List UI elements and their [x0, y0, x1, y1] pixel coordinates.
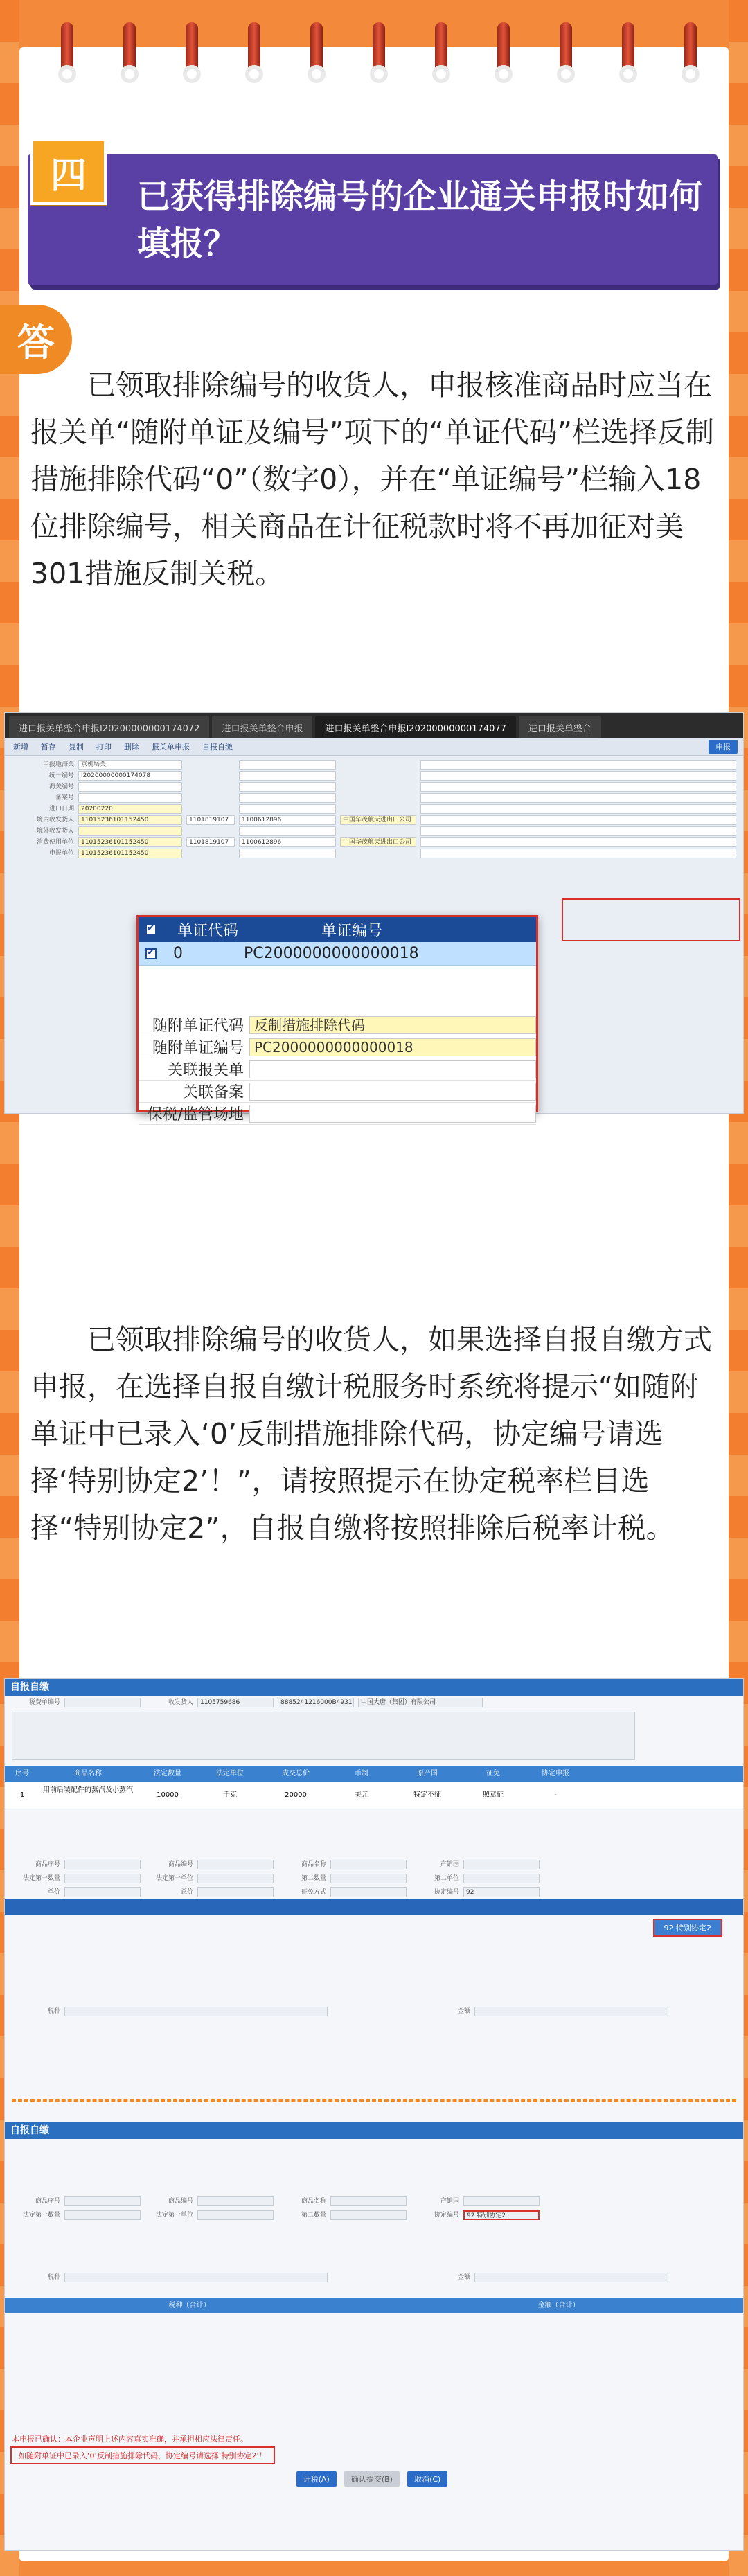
col-header: 币制 — [355, 1770, 368, 1777]
col-header: 商品名称 — [74, 1770, 102, 1777]
field-label — [186, 782, 235, 792]
spacer — [5, 1809, 743, 1858]
cell: - — [554, 1791, 557, 1799]
blank-field[interactable] — [197, 1874, 274, 1883]
tab-declaration-2[interactable]: 进口报关单整合申报 — [212, 716, 312, 738]
company-name-field[interactable]: 中国大唐（集团）有限公司 — [358, 1698, 483, 1707]
field-label: 税种 — [47, 2274, 60, 2281]
field-label: 第二单位 — [434, 1875, 459, 1882]
blank-field[interactable] — [239, 804, 336, 814]
tax-total-header: 税种（合计） — [168, 2302, 211, 2309]
field-label — [186, 826, 235, 836]
company-field[interactable]: 中国华茂航天进出口公司 — [340, 837, 416, 847]
blank-field[interactable] — [64, 2210, 141, 2220]
confirm-submit-button[interactable]: 确认提交(B) — [344, 2471, 400, 2487]
code-field[interactable]: 1100612896 — [239, 815, 336, 825]
code-field[interactable]: 1101819107 — [186, 837, 235, 847]
doc-no-label: 随附单证编号 — [152, 1040, 244, 1057]
cell: 20000 — [285, 1791, 307, 1799]
self-pay-button[interactable]: 自报自缴 — [202, 742, 233, 752]
doc-no-input[interactable]: PC2000000000000018 — [249, 1038, 536, 1056]
field-label: 单价 — [47, 1889, 60, 1896]
blank-field[interactable] — [420, 782, 736, 792]
doc-no-header: 单证编号 — [321, 922, 383, 940]
field-label: 申报地海关 — [42, 761, 74, 768]
popup-header — [139, 917, 536, 942]
doc-row[interactable] — [139, 942, 536, 966]
agreement-option[interactable]: 92 特别协定2 — [653, 1919, 723, 1937]
section-number: 四 — [30, 139, 107, 205]
blank-field[interactable] — [420, 793, 736, 803]
self-pay-title-2: 自报自缴 — [5, 2122, 743, 2139]
footer-buttons — [5, 2464, 743, 2494]
field-label: 商品名称 — [301, 1861, 326, 1868]
blank-field[interactable] — [330, 1874, 407, 1883]
supporting-docs-popup — [136, 915, 538, 1123]
blank-field[interactable] — [197, 1860, 274, 1869]
highlight-box — [562, 898, 740, 941]
goods-detail-row-2 — [5, 1872, 743, 1885]
blank-field[interactable] — [197, 1887, 274, 1897]
import-date-field[interactable]: 20200220 — [78, 804, 182, 814]
related-record-label: 关联备案 — [182, 1084, 244, 1101]
col-header: 法定单位 — [216, 1770, 244, 1777]
field-label: 第二数量 — [301, 1875, 326, 1882]
new-button[interactable]: 新增 — [13, 742, 28, 752]
field-label: 产销国 — [440, 2198, 459, 2205]
doc-code: 0 — [173, 945, 183, 962]
col-header: 序号 — [15, 1770, 29, 1777]
field-label — [186, 771, 235, 781]
field-label: 境内收发货人 — [36, 817, 74, 824]
paragraph-1: 已领取排除编号的收货人，申报核准商品时应当在报关单“随附单证及编号”项下的“单证代码”栏选择反制措施排除代码“0”（数字0），并在“单证编号”栏输入18位排除编号，相关商品在计征税款时将不再加征对美301措施反制关税。 — [30, 368, 714, 590]
field-label: 征免方式 — [301, 1889, 326, 1896]
answer-badge: 答 — [0, 305, 72, 374]
doc-no: PC2000000000000018 — [244, 945, 419, 962]
cell: 1 — [19, 1791, 25, 1799]
field-label — [340, 826, 416, 836]
cell: 用前后装配件的蒸汽及小蒸汽 — [43, 1786, 133, 1794]
blank-field[interactable] — [420, 815, 736, 825]
blank-field[interactable] — [330, 1887, 407, 1897]
field-label — [186, 793, 235, 803]
paragraph-2: 已领取排除编号的收货人，如果选择自报自缴方式申报，在选择自报自缴计税服务时系统将提示“如随附单证中已录入‘0’反制措施排除代码，协定编号请选择‘特别协定2’！”，请按照提示在协定税率栏目选择“特别协定2”，自报自缴将按照排除后税率计税。 — [30, 1323, 712, 1545]
section-title: 已获得排除编号的企业通关申报时如何填报？ — [137, 177, 703, 263]
bonded-site-row — [139, 1103, 536, 1125]
binder-rings — [19, 14, 729, 90]
field-label: 消费使用单位 — [36, 839, 74, 846]
col-header: 征免 — [486, 1770, 500, 1777]
blank-field[interactable] — [239, 782, 336, 792]
tax-input[interactable] — [64, 2007, 328, 2016]
field-label: 申报单位 — [48, 850, 74, 857]
field-label: 法定第一单位 — [155, 1875, 193, 1882]
col-header: 成交总价 — [282, 1770, 310, 1777]
field-label: 进口日期 — [48, 806, 74, 812]
blank-field[interactable] — [64, 1874, 141, 1883]
field-label — [340, 793, 416, 803]
cell: 特定不征 — [413, 1791, 441, 1799]
field-label — [340, 760, 416, 770]
field-label: 法定第一数量 — [22, 2212, 60, 2219]
field-label: 商品序号 — [35, 2198, 60, 2205]
tax-row-2 — [5, 2271, 743, 2284]
totals-header — [5, 2298, 743, 2313]
consignee-code-field[interactable]: 1105759686 — [197, 1698, 274, 1707]
blank-field[interactable] — [64, 2196, 141, 2206]
blank-field[interactable] — [64, 1698, 141, 1707]
blank-field[interactable] — [420, 804, 736, 814]
blank-field[interactable] — [420, 837, 736, 847]
field-label: 金额 — [457, 2274, 470, 2281]
field-label — [340, 849, 416, 858]
consumer-field[interactable]: 11015236101152450 — [78, 837, 182, 847]
amount-input[interactable] — [474, 2273, 668, 2282]
customs-no-field[interactable] — [78, 782, 182, 792]
delete-button[interactable]: 删除 — [124, 742, 139, 752]
cell: 照章征 — [483, 1791, 504, 1799]
self-pay-title: 自报自缴 — [5, 1679, 743, 1696]
consignee-field[interactable]: 11015236101152450 — [78, 815, 182, 825]
tax-header-row — [5, 1696, 743, 1709]
doc-code-label: 随附单证代码 — [152, 1018, 244, 1035]
field-label — [340, 804, 416, 814]
declaration-note: 本申报已确认：本企业声明上述内容真实准确，并承担相应法律责任。 — [12, 2435, 248, 2444]
blank-field[interactable] — [197, 2210, 274, 2220]
doc-code-row — [139, 1014, 536, 1036]
code-field[interactable]: 1100612896 — [239, 837, 336, 847]
field-label — [186, 849, 235, 858]
blank-field[interactable] — [463, 1860, 540, 1869]
blank-field[interactable] — [239, 849, 336, 858]
related-declaration-row — [139, 1058, 536, 1081]
copy-button[interactable]: 复制 — [69, 742, 84, 752]
blank-field[interactable] — [463, 2196, 540, 2206]
field-label — [340, 782, 416, 792]
cell: 美元 — [355, 1791, 368, 1799]
select-all-checkbox[interactable] — [145, 924, 157, 935]
field-label: 统一编号 — [48, 772, 74, 779]
blank-field[interactable] — [64, 1887, 141, 1897]
tab-declaration-1[interactable]: 进口报关单整合申报I20200000000174072 — [9, 716, 209, 738]
field-label: 备案号 — [55, 794, 74, 801]
related-record-row — [139, 1081, 536, 1103]
field-label: 商品编号 — [168, 2198, 193, 2205]
field-label: 税种 — [47, 2008, 60, 2015]
blank-field[interactable] — [420, 826, 736, 836]
popup-spacer — [139, 966, 536, 1014]
col-header: 原产国 — [417, 1770, 438, 1777]
dashed-divider — [12, 2018, 736, 2102]
goods-detail-row-3 — [5, 1885, 743, 1899]
field-label — [186, 804, 235, 814]
field-label: 境外收发货人 — [36, 828, 74, 835]
cancel-button[interactable]: 取消(C) — [407, 2471, 447, 2487]
field-label: 商品名称 — [301, 2198, 326, 2205]
tax-row — [5, 2005, 743, 2018]
field-label: 金额 — [457, 2008, 470, 2015]
blank-field[interactable] — [239, 771, 336, 781]
field-label — [340, 771, 416, 781]
record-no-field[interactable] — [78, 793, 182, 803]
agreement-dropdown-area — [5, 1915, 743, 1942]
agreement-selected[interactable]: 92 特别协定2 — [463, 2210, 540, 2220]
row-checkbox[interactable] — [145, 948, 157, 959]
agreement-label: 协定编号 — [434, 2212, 459, 2219]
amount-input[interactable] — [474, 2007, 668, 2016]
field-label: 总价 — [180, 1889, 193, 1896]
blank-field[interactable] — [64, 1860, 141, 1869]
goods-table-header — [5, 1766, 743, 1782]
overseas-field[interactable] — [78, 826, 182, 836]
tax-header-row-2 — [5, 1709, 743, 1762]
col-header: 法定数量 — [154, 1770, 181, 1777]
blank-field[interactable] — [463, 1874, 540, 1883]
spacer — [5, 2313, 743, 2431]
blank-field[interactable] — [420, 771, 736, 781]
blank-field[interactable] — [330, 2196, 407, 2206]
cell: 千克 — [223, 1791, 237, 1799]
blank-field[interactable] — [330, 1860, 407, 1869]
field-label: 海关编号 — [48, 783, 74, 790]
print-button[interactable]: 打印 — [96, 742, 112, 752]
self-pay-screenshot — [4, 1678, 744, 2551]
code-field[interactable]: 1101819107 — [186, 815, 235, 825]
declaration-toolbar — [5, 738, 743, 756]
window-tabs — [5, 713, 743, 738]
doc-no-row — [139, 1036, 536, 1058]
field-label: 产销国 — [440, 1861, 459, 1868]
cell: 10000 — [157, 1791, 179, 1799]
field-label: 税费单编号 — [28, 1699, 60, 1706]
related-record-input[interactable] — [249, 1083, 536, 1101]
amount-total-header: 金额（合计） — [537, 2302, 580, 2309]
goods-detail-row-5 — [5, 2208, 743, 2222]
blank-field[interactable] — [239, 793, 336, 803]
doc-code-header: 单证代码 — [177, 922, 239, 940]
header-fields-block — [12, 1712, 635, 1760]
field-label: 法定第一单位 — [155, 2212, 193, 2219]
bonded-site-label: 保税/监管场地 — [147, 1106, 244, 1123]
field-label: 商品序号 — [35, 1861, 60, 1868]
declaration-form — [5, 756, 743, 862]
declarant-field[interactable]: 11015236101152450 — [78, 849, 182, 858]
blank-field[interactable] — [239, 826, 336, 836]
tax-strip — [5, 1899, 743, 1915]
field-label: 法定第一数量 — [22, 1875, 60, 1882]
calc-tax-button[interactable]: 计税(A) — [296, 2471, 337, 2487]
declare-button[interactable]: 报关单申报 — [152, 742, 190, 752]
credit-code-field[interactable]: 8885241216000B4931 — [278, 1698, 354, 1707]
col-header: 协定申报 — [542, 1770, 569, 1777]
field-label: 第二数量 — [301, 2212, 326, 2219]
related-declaration-label: 关联报关单 — [167, 1062, 244, 1079]
tab-declaration-3[interactable]: 进口报关单整合申报I20200000000174077 — [315, 716, 515, 738]
agreement-label: 协定编号 — [434, 1889, 459, 1896]
field-label — [186, 760, 235, 770]
declaration-screenshot — [4, 712, 744, 1123]
field-label: 收发货人 — [168, 1699, 193, 1706]
save-draft-button[interactable]: 暂存 — [41, 742, 56, 752]
bonded-site-input[interactable] — [249, 1105, 536, 1123]
blank-field[interactable] — [420, 849, 736, 858]
blank-field[interactable] — [197, 2196, 274, 2206]
tab-declaration-4[interactable]: 进口报关单整合 — [519, 716, 601, 738]
tax-input[interactable] — [64, 2273, 328, 2282]
unified-no-field[interactable]: I20200000000174078 — [78, 771, 182, 781]
exclusion-warning: 如随附单证中已录入‘0’反制措施排除代码，协定编号请选择‘特别协定2’！ — [10, 2446, 275, 2464]
customs-field[interactable]: 京机场关 — [78, 760, 182, 770]
related-declaration-input[interactable] — [249, 1060, 536, 1078]
blank-field[interactable] — [420, 760, 736, 770]
spacer — [5, 2139, 743, 2194]
submit-button[interactable]: 申报 — [709, 740, 738, 754]
blank-field[interactable] — [239, 760, 336, 770]
goods-detail-row-4 — [5, 2194, 743, 2208]
blank-field[interactable] — [330, 2210, 407, 2220]
company-field[interactable]: 中国华茂航天进出口公司 — [340, 815, 416, 825]
field-label: 商品编号 — [168, 1861, 193, 1868]
table-row[interactable] — [5, 1782, 743, 1809]
doc-code-select[interactable]: 反制措施排除代码 — [249, 1016, 536, 1034]
goods-detail-row-1 — [5, 1858, 743, 1872]
agreement-input[interactable]: 92 — [463, 1887, 540, 1897]
